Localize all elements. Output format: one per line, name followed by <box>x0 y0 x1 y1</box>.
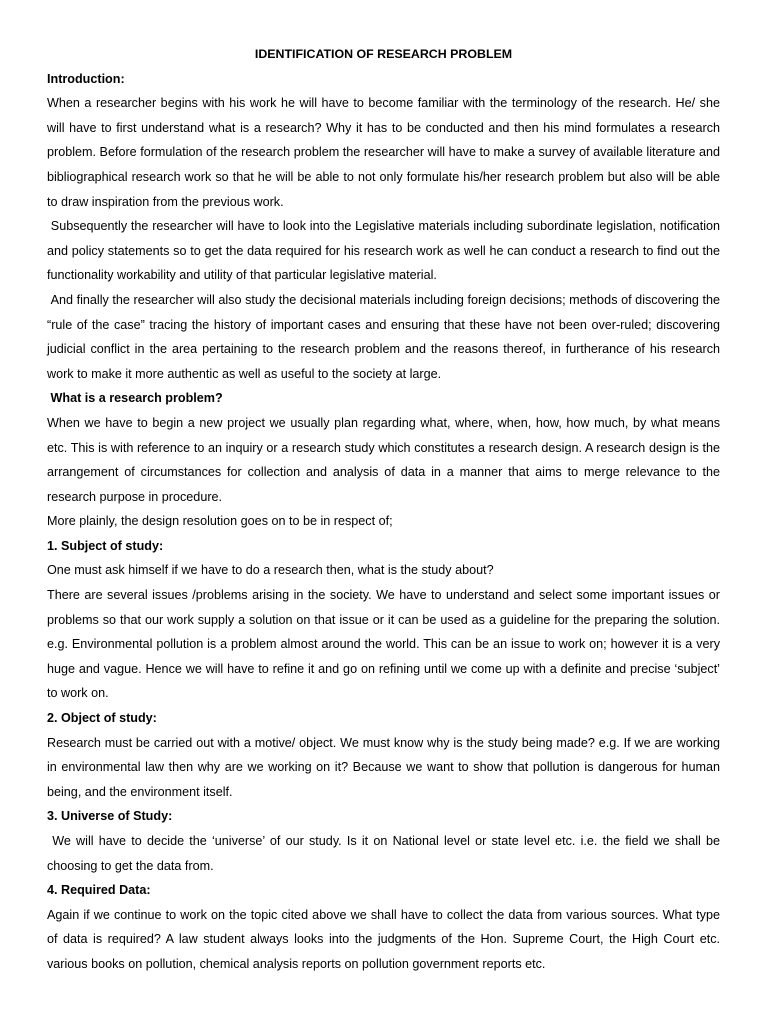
document-title: IDENTIFICATION OF RESEARCH PROBLEM <box>254 47 513 61</box>
subject-of-study-paragraph-1: One must ask himself if we have to do a research then, what is the study about? <box>47 563 494 578</box>
introduction-paragraph-1: When a researcher begins with his work he will have to become familiar with the terminology of the research. He/ she will have to first understand what is a research? Why it has to be conducted and then his mind formulates a research problem. Before formulation of the research problem the researcher will have to make a survey of available literature and bibliographical research work so that he will be able to not only formulate his/her research problem but also will be able to draw inspiration from the previous work. <box>47 96 720 209</box>
object-of-study-heading: 2. Object of study: <box>47 711 157 726</box>
document-page <box>47 42 720 977</box>
required-data-heading: 4. Required Data: <box>47 883 151 898</box>
object-of-study-paragraph: Research must be carried out with a motive/ object. We must know why is the study being made? e.g. If we are working in environmental law then why are we working on it? Because we want to show that pollution is dangerous for human being, and the environment itself. <box>47 735 720 799</box>
universe-of-study-heading: 3. Universe of Study: <box>47 809 173 824</box>
subject-of-study-heading: 1. Subject of study: <box>47 538 164 553</box>
subject-of-study-paragraph-2: There are several issues /problems arising in the society. We have to understand and select some important issues or problems so that our work supply a solution on that issue or it can be used as a guideline for the preparing the solution. e.g. Environmental pollution is a problem almost around the world. This can be an issue to work on; however it is a very huge and vague. Hence we will have to refine it and go on refining until we come up with a definite and precise ‘subject’ to work on. <box>47 588 720 701</box>
universe-of-study-paragraph: We will have to decide the ‘universe’ of our study. Is it on National level or state level etc. i.e. the field we shall be choosing to get the data from. <box>47 834 720 873</box>
introduction-paragraph-3: And finally the researcher will also study the decisional materials including foreign decisions; methods of discovering the “rule of the case” tracing the history of important cases and ensuring that these have not been over-ruled; discovering judicial conflict in the area pertaining to the research problem and the reasons thereof, in furtherance of his research work to make it more authentic as well as useful to the society at large. <box>47 292 720 381</box>
introduction-heading: Introduction: <box>47 71 125 86</box>
research-problem-paragraph-1: When we have to begin a new project we usually plan regarding what, where, when, how, how much, by what means etc. This is with reference to an inquiry or a research study which constitutes a research design. A research design is the arrangement of circumstances for collection and analysis of data in a manner that aims to merge relevance to the research purpose in procedure. <box>47 415 720 504</box>
research-problem-heading: What is a research problem? <box>47 391 223 406</box>
required-data-paragraph: Again if we continue to work on the topic cited above we shall have to collect the data from various sources. What type of data is required? A law student always looks into the judgments of the Hon. Supreme Court, the High Court etc. various books on pollution, chemical analysis reports on pollution government reports etc. <box>47 907 720 971</box>
research-problem-paragraph-2: More plainly, the design resolution goes on to be in respect of; <box>47 514 393 529</box>
introduction-paragraph-2: Subsequently the researcher will have to look into the Legislative materials including subordinate legislation, notification and policy statements so to get the data required for his research work as well he can conduct a research to find out the functionality workability and utility of that particular legislative material. <box>47 219 720 283</box>
